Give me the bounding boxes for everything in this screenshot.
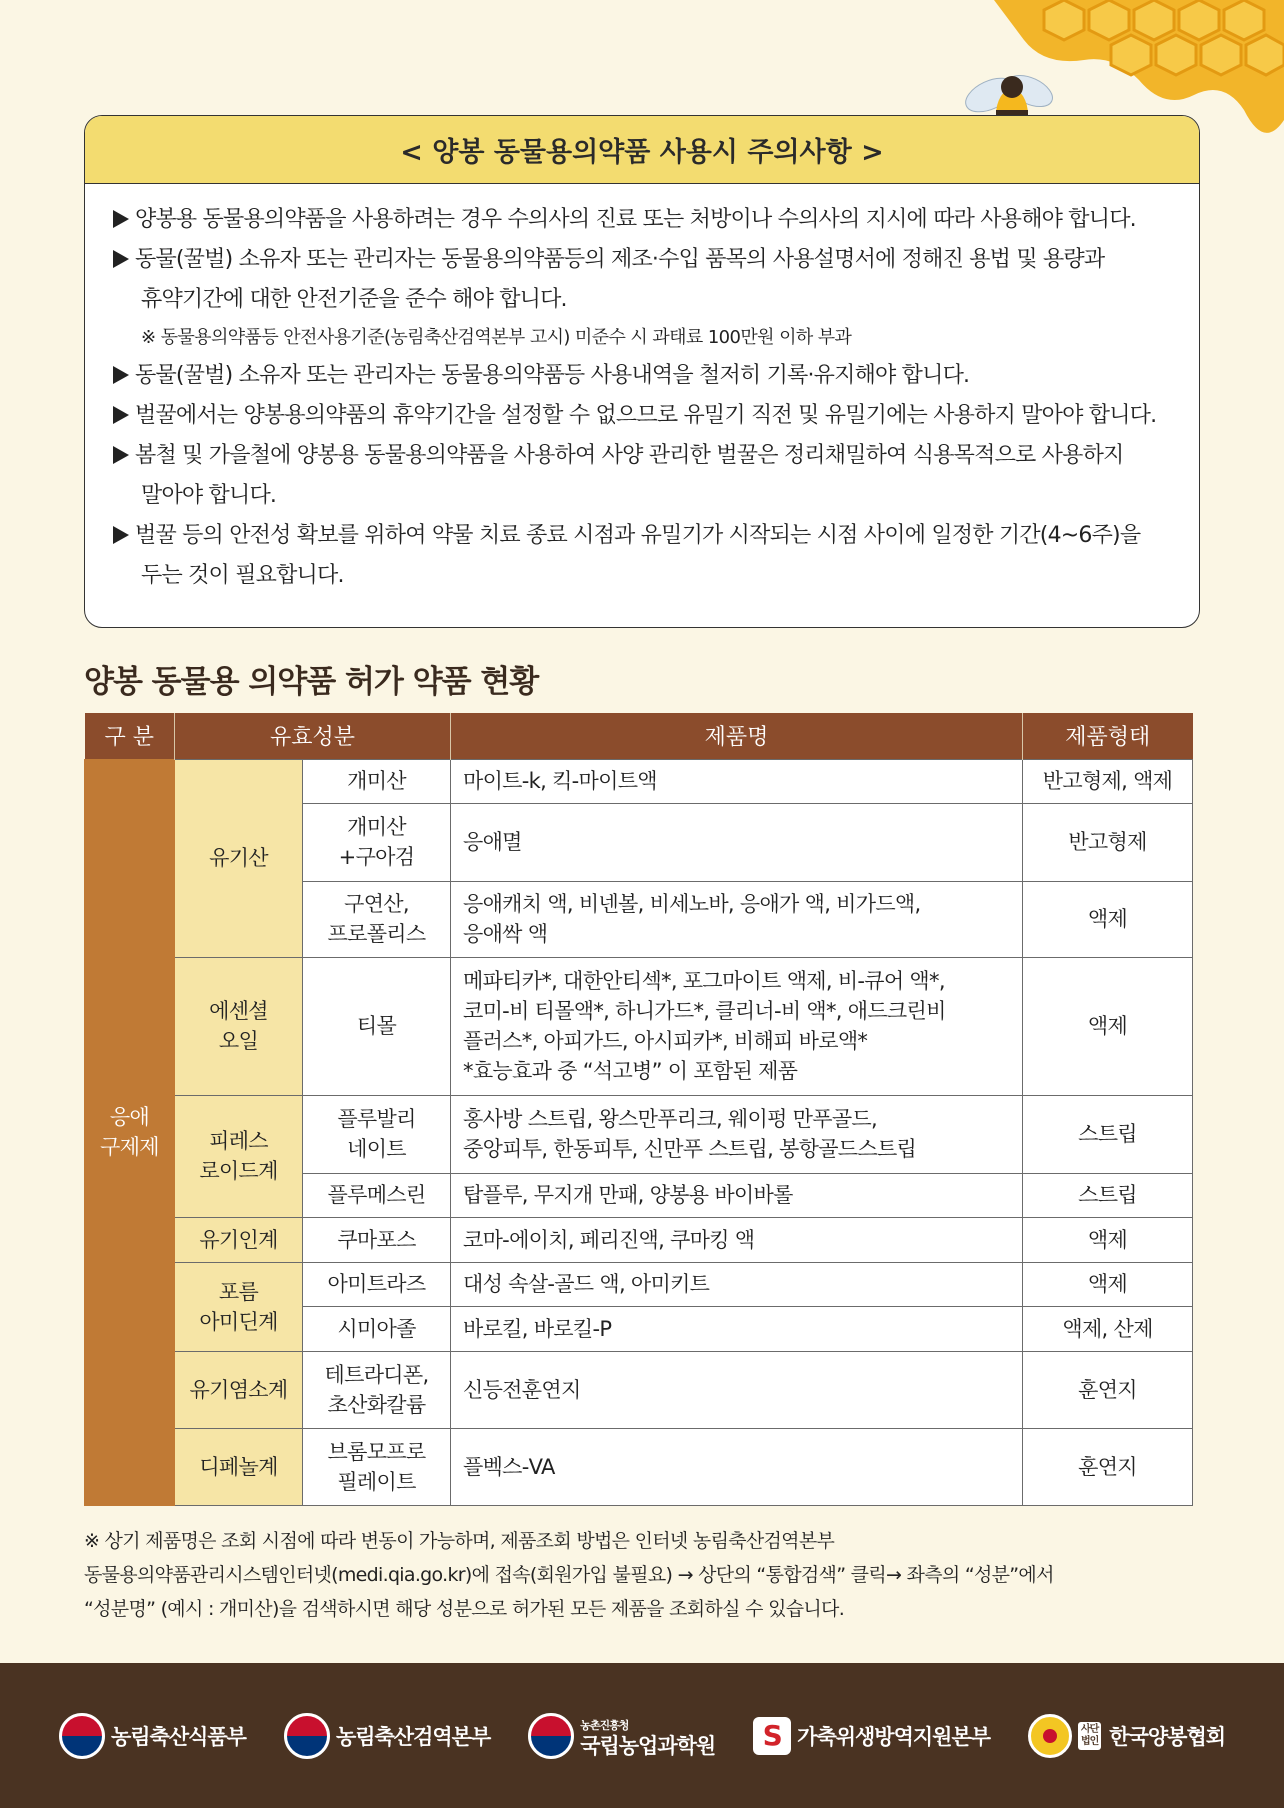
form-cell: 액제	[1023, 881, 1193, 957]
caution-list	[85, 184, 1199, 596]
product-cell: 홍사방 스트립, 왕스만푸리크, 웨이펑 만푸골드, 중앙피투, 한동피투, 신만푸 스트립, 봉항골드스트립	[451, 1095, 1023, 1173]
logo-naas: 농촌진흥청 국립농업과학원	[528, 1713, 715, 1759]
taeguk-icon	[528, 1713, 574, 1759]
caution-item: 벌꿀 등의 안전성 확보를 위하여 약물 치료 종료 시점과 유밀기가 시작되는 시점 사이에 일정한 기간(4~6주)을	[113, 516, 1185, 556]
form-cell: 반고형제, 액제	[1023, 759, 1193, 803]
ingredient-cell: 시미아졸	[303, 1306, 451, 1351]
form-cell: 스트립	[1023, 1173, 1193, 1217]
logo-animal-health: S 가축위생방역지원본부	[753, 1717, 990, 1755]
caution-box	[84, 115, 1200, 628]
arrow-bullet-icon	[113, 210, 129, 228]
form-cell: 액제	[1023, 1217, 1193, 1262]
form-cell: 훈연지	[1023, 1351, 1193, 1428]
table-row	[85, 1262, 1193, 1306]
header-category: 구 분	[85, 713, 175, 759]
group-cell: 포름 아미딘계	[175, 1262, 303, 1351]
approved-drugs-table	[84, 713, 1193, 1506]
taeguk-icon	[284, 1713, 330, 1759]
ingredient-cell: 구연산, 프로폴리스	[303, 881, 451, 957]
product-cell: 신등전훈연지	[451, 1351, 1023, 1428]
logo-mafra: 농림축산식품부	[59, 1713, 246, 1759]
header-form: 제품형태	[1023, 713, 1193, 759]
footnote	[84, 1524, 1054, 1626]
product-cell: 코마-에이치, 페리진액, 쿠마킹 액	[451, 1217, 1023, 1262]
arrow-bullet-icon	[113, 406, 129, 424]
table-row	[85, 957, 1193, 1095]
s-logo-icon: S	[753, 1717, 791, 1755]
caution-item-continued: 휴약기간에 대한 안전기준을 준수 해야 합니다.	[141, 287, 567, 312]
product-cell: 마이트-k, 킥-마이트액	[451, 759, 1023, 803]
form-cell: 액제, 산제	[1023, 1306, 1193, 1351]
caution-item: 벌꿀에서는 양봉용의약품의 휴약기간을 설정할 수 없으므로 유밀기 직전 및 유밀기에는 사용하지 말아야 합니다.	[113, 396, 1185, 436]
ingredient-cell: 쿠마포스	[303, 1217, 451, 1262]
header-ingredient: 유효성분	[175, 713, 451, 759]
arrow-bullet-icon	[113, 526, 129, 544]
caution-note: ※ 동물용의약품등 안전사용기준(농림축산검역본부 고시) 미준수 시 과태료 100만원 이하 부과	[141, 327, 852, 348]
form-cell: 액제	[1023, 1262, 1193, 1306]
category-cell: 응애 구제제	[85, 759, 175, 1505]
table-row	[85, 1217, 1193, 1262]
section-title: 양봉 동물용 의약품 허가 약품 현황	[84, 664, 539, 700]
ingredient-cell: 플루메스린	[303, 1173, 451, 1217]
group-cell: 유기산	[175, 759, 303, 957]
header-product: 제품명	[451, 713, 1023, 759]
caution-item: 동물(꿀벌) 소유자 또는 관리자는 동물용의약품등의 제조·수입 품목의 사용설명서에 정해진 용법 및 용량과	[113, 240, 1185, 280]
ingredient-cell: 아미트라즈	[303, 1262, 451, 1306]
ingredient-cell: 테트라디폰, 초산화칼륨	[303, 1351, 451, 1428]
table-row	[85, 759, 1193, 803]
footnote-line: 동물용의약품관리시스템인터넷(medi.qia.go.kr)에 접속(회원가입 불필요) → 상단의 “통합검색” 클릭→ 좌측의 “성분”에서	[84, 1564, 1054, 1586]
footnote-line: “성분명” (예시 : 개미산)을 검색하시면 해당 성분으로 허가된 모든 제품을 조회하실 수 있습니다.	[84, 1598, 845, 1620]
product-cell: 플벡스-VA	[451, 1428, 1023, 1505]
table-row	[85, 1095, 1193, 1173]
product-cell: 메파티카*, 대한안티섹*, 포그마이트 액제, 비-큐어 액*, 코미-비 티몰액*, 하니가드*, 클리너-비 액*, 애드크린비 플러스*, 아피가드, 아시피카*, 비해피 바로액* *효능효과 중 “석고병” 이 포함된 제품	[451, 957, 1023, 1095]
table-header-row	[85, 713, 1193, 759]
form-cell: 훈연지	[1023, 1428, 1193, 1505]
arrow-bullet-icon	[113, 250, 129, 268]
caution-item: 양봉용 동물용의약품을 사용하려는 경우 수의사의 진료 또는 처방이나 수의사의 지시에 따라 사용해야 합니다.	[113, 200, 1185, 240]
table-row	[85, 1351, 1193, 1428]
table-row	[85, 1428, 1193, 1505]
caution-item: 봄철 및 가을철에 양봉용 동물용의약품을 사용하여 사양 관리한 벌꿀은 정리채밀하여 식용목적으로 사용하지	[113, 436, 1185, 476]
group-cell: 디페놀계	[175, 1428, 303, 1505]
logo-qia: 농림축산검역본부	[284, 1713, 490, 1759]
footnote-line: ※ 상기 제품명은 조회 시점에 따라 변동이 가능하며, 제품조회 방법은 인터넷 농림축산검역본부	[84, 1530, 835, 1552]
ingredient-cell: 개미산 +구아검	[303, 803, 451, 881]
form-cell: 반고형제	[1023, 803, 1193, 881]
product-cell: 응애캐치 액, 비넨볼, 비세노바, 응애가 액, 비가드액, 응애싹 액	[451, 881, 1023, 957]
group-cell: 에센셜 오일	[175, 957, 303, 1095]
group-cell: 유기염소계	[175, 1351, 303, 1428]
product-cell: 대성 속살-골드 액, 아미키트	[451, 1262, 1023, 1306]
taeguk-icon	[59, 1713, 105, 1759]
ingredient-cell: 브롬모프로 필레이트	[303, 1428, 451, 1505]
beekeeping-association-icon	[1028, 1714, 1072, 1758]
product-cell: 바로킬, 바로킬-P	[451, 1306, 1023, 1351]
form-cell: 액제	[1023, 957, 1193, 1095]
ingredient-cell: 개미산	[303, 759, 451, 803]
form-cell: 스트립	[1023, 1095, 1193, 1173]
group-cell: 피레스 로이드계	[175, 1095, 303, 1217]
caution-item: 동물(꿀벌) 소유자 또는 관리자는 동물용의약품등 사용내역을 철저히 기록·유지해야 합니다.	[113, 356, 1185, 396]
caution-title: < 양봉 동물용의약품 사용시 주의사항 >	[400, 137, 884, 168]
footer-logos	[0, 1663, 1284, 1808]
caution-item-continued: 말아야 합니다.	[141, 483, 277, 508]
group-cell: 유기인계	[175, 1217, 303, 1262]
caution-item-continued: 두는 것이 필요합니다.	[141, 563, 344, 588]
ingredient-cell: 플루발리 네이트	[303, 1095, 451, 1173]
product-cell: 응애멸	[451, 803, 1023, 881]
arrow-bullet-icon	[113, 366, 129, 384]
logo-beekeeping-association: 사단 법인 한국양봉협회	[1028, 1714, 1225, 1758]
arrow-bullet-icon	[113, 446, 129, 464]
ingredient-cell: 티몰	[303, 957, 451, 1095]
caution-header	[85, 116, 1199, 184]
product-cell: 탑플루, 무지개 만패, 양봉용 바이바롤	[451, 1173, 1023, 1217]
